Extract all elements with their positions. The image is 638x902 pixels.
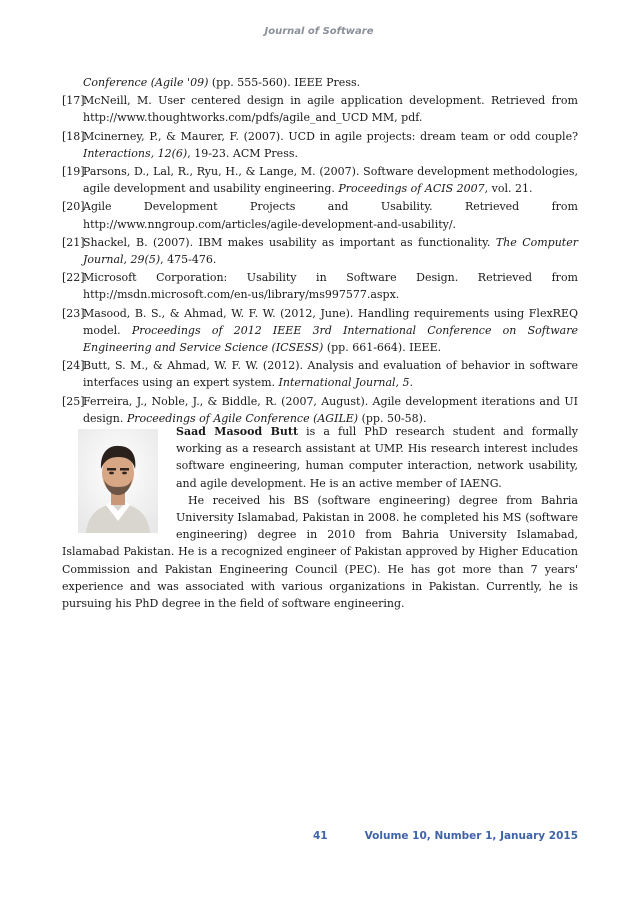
- reference-text-segment: Shackel, B. (2007). IBM makes usability as important as functionality.: [83, 235, 496, 249]
- reference-item: [62, 128, 578, 162]
- reference-number: [24]: [62, 359, 85, 373]
- reference-number: [25]: [62, 394, 85, 408]
- reference-italic-text: International Journal, 5: [278, 376, 410, 390]
- biography-text: is a full PhD research student and formally working as a research assistant at UMP. His research interest includes software engineering, human computer interaction, network usability, and agile development. He is an active member of IAENG.: [176, 425, 578, 490]
- reference-text-segment: Mcinerney, P., & Maurer, F. (2007). UCD in agile projects: dream team or odd couple?: [83, 129, 578, 143]
- volume-info: Volume 10, Number 1, January 2015: [364, 830, 578, 842]
- reference-italic-text: Proceedings of 2012 IEEE 3rd International Conference on Software Engineering and Service Science (ICSESS): [83, 323, 578, 355]
- reference-number: [17]: [62, 94, 85, 108]
- reference-continued: [62, 74, 578, 91]
- reference-text: [83, 92, 578, 126]
- reference-italic-text: Proceedings of ACIS 2007: [338, 182, 485, 196]
- reference-item: [62, 92, 578, 126]
- reference-text: [83, 234, 578, 268]
- reference-text: [83, 74, 578, 91]
- reference-text: [83, 198, 578, 232]
- page-number: 41: [313, 830, 328, 842]
- reference-number: [22]: [62, 271, 85, 285]
- reference-text-segment: McNeill, M. User centered design in agile application development. Retrieved from http://www.thoughtworks.com/pdfs/agile_and_UCD MM, pdf.: [83, 94, 578, 125]
- reference-text-segment: , vol. 21.: [484, 182, 533, 196]
- reference-text-segment: Parsons, D., Lal, R., Ryu, H., & Lange, M. (2007). Software development methodologies, agile development and usability engineering.: [83, 165, 578, 196]
- biography-text: He received his BS (software engineering) degree from Bahria University Islamabad, Pakistan in 2008. he completed his MS (software engineering) degree in 2010 from Bahria University Islamabad, Islamabad Pakistan. He is a recognized engineer of Pakistan approved by Higher Education Commission and Pakistan Engineering Council (PEC). He has got more than 7 years' experience and was associated with various organizations in Pakistan. Currently, he is pursuing his PhD degree in the field of software engineering.: [62, 493, 578, 611]
- reference-text: [83, 357, 578, 391]
- reference-text-segment: (pp. 555-560). IEEE Press.: [208, 76, 361, 89]
- author-name: Saad Masood Butt: [176, 425, 299, 438]
- reference-item: [62, 163, 578, 197]
- reference-number: [23]: [62, 306, 85, 320]
- reference-text: [83, 393, 578, 427]
- reference-item: [62, 393, 578, 427]
- reference-number: [19]: [62, 165, 85, 179]
- reference-item: [62, 269, 578, 303]
- reference-text: [83, 163, 578, 197]
- reference-text: [83, 305, 578, 357]
- reference-text-segment: ,: [123, 253, 131, 267]
- reference-text: [83, 128, 578, 162]
- reference-text-segment: (pp. 661-664). IEEE.: [323, 341, 442, 355]
- reference-number: [18]: [62, 129, 85, 143]
- reference-text-segment: (pp. 50-58).: [358, 411, 427, 425]
- reference-item: [62, 198, 578, 232]
- reference-text: [83, 269, 578, 303]
- reference-text-segment: .: [409, 376, 414, 390]
- reference-italic-text: The Computer Journal: [83, 235, 578, 267]
- reference-number: [20]: [62, 200, 85, 214]
- reference-text-segment: Agile Development Projects and Usability. Retrieved from http://www.nngroup.com/articles/agile-development-and-usability/.: [83, 200, 578, 231]
- reference-italic-text: 29(5): [130, 253, 161, 267]
- reference-text-segment: Butt, S. M., & Ahmad, W. F. W. (2012). Analysis and evaluation of behavior in software interfaces using an expert system.: [83, 359, 578, 390]
- reference-italic-text: Proceedings of Agile Conference (AGILE): [126, 411, 359, 425]
- reference-italic-text: Conference (Agile '09): [83, 76, 209, 89]
- reference-item: [62, 357, 578, 391]
- reference-number: [21]: [62, 235, 85, 249]
- author-biography: [62, 423, 578, 612]
- reference-item: [62, 234, 578, 268]
- reference-text-segment: , 19-23. ACM Press.: [187, 146, 298, 160]
- author-photo: [78, 429, 158, 533]
- reference-italic-text: Interactions, 12(6): [83, 146, 188, 160]
- reference-text-segment: Microsoft Corporation: Usability in Software Design. Retrieved from http://msdn.microsoft.com/en-us/library/ms997577.aspx.: [83, 271, 578, 302]
- reference-text-segment: Masood, B. S., & Ahmad, W. F. W. (2012, June). Handling requirements using FlexREQ model.: [83, 306, 578, 337]
- reference-list: [62, 74, 578, 428]
- reference-item: [62, 305, 578, 357]
- running-header: Journal of Software: [264, 26, 374, 37]
- reference-text-segment: , 475-476.: [160, 253, 217, 267]
- reference-text-segment: Ferreira, J., Noble, J., & Biddle, R. (2007, August). Agile development iterations and UI design.: [83, 394, 578, 425]
